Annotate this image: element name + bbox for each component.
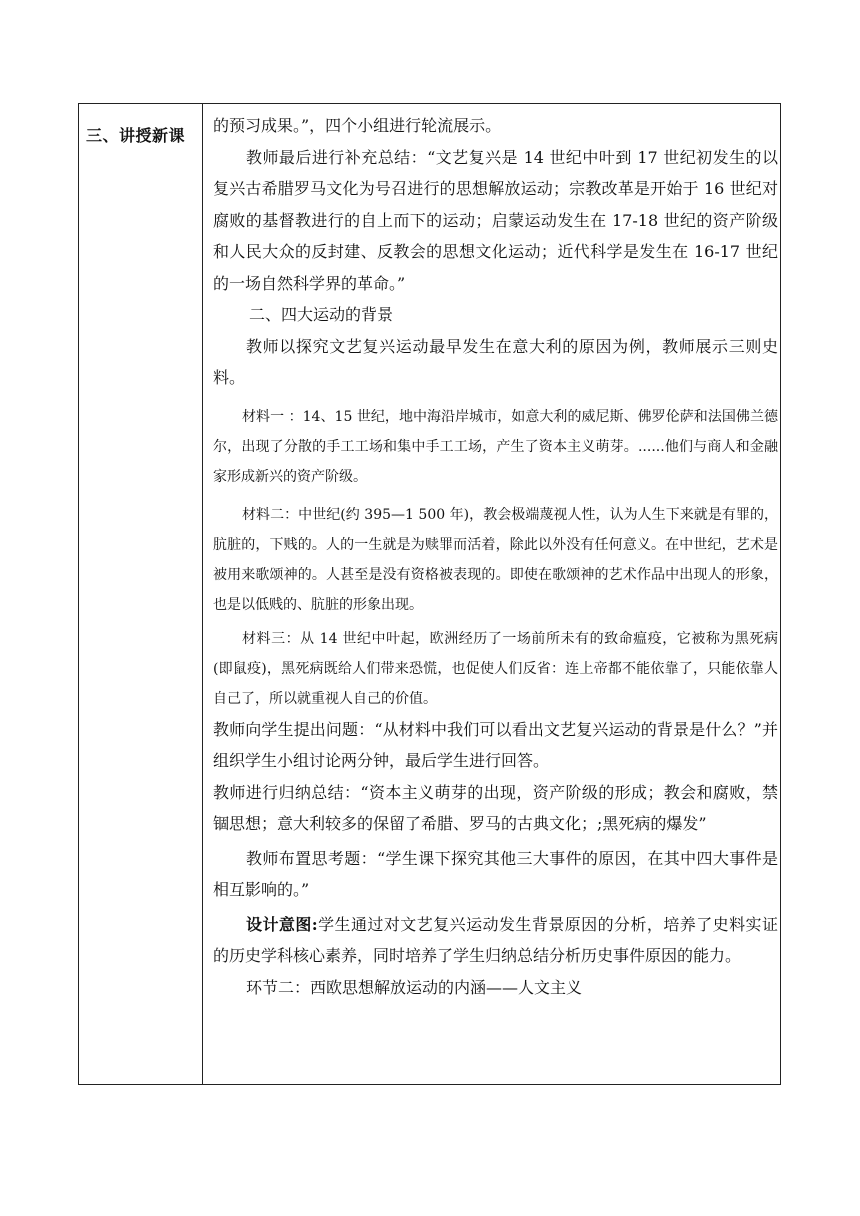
material-two: 材料二：中世纪(约 395—1 500 年)，教会极端蔑视人性，认为人生下来就是有罪的，肮脏的，下贱的。人的一生就是为赎罪而活着，除此以外没有任何意义。在中世纪，艺术是被用来歌颂神的。人甚至是没有资格被表现的。即使在歌颂神的艺术作品中出现人的形象，也是以低贱的、肮脏的形象出现。	[213, 506, 778, 613]
paragraph-presentation: 的预习成果。”，四个小组进行轮流展示。	[213, 116, 502, 135]
section-label: 三、讲授新课	[86, 126, 186, 145]
column-divider	[202, 104, 203, 1084]
lesson-plan-table	[78, 103, 781, 1085]
material-three: 材料三：从 14 世纪中叶起，欧洲经历了一场前所未有的致命瘟疫，它被称为黑死病(即鼠疫)，黑死病既给人们带来恐慌，也促使人们反省：连上帝都不能依靠了，只能依靠人自己了，所以就重视人自己的价值。	[213, 630, 778, 707]
paragraph-design-intent	[213, 909, 778, 972]
subheading-background: 二、四大运动的背景	[249, 305, 394, 324]
material-one: 材料一 ：14、15 世纪，地中海沿岸城市，如意大利的威尼斯、佛罗伦萨和法国佛兰德尔，出现了分散的手工工场和集中手工工场，产生了资本主义萌芽。......他们与商人和金融家形成新兴的资产阶级。	[213, 408, 778, 485]
paragraph-section-two: 环节二：西欧思想解放运动的内涵——人文主义	[246, 977, 583, 997]
paragraph-homework: 教师布置思考题：“学生课下探究其他三大事件的原因，在其中四大事件是相互影响的。”	[213, 848, 778, 899]
paragraph-sources-intro: 教师以探究文艺复兴运动最早发生在意大利的原因为例，教师展示三则史料。	[213, 336, 778, 387]
paragraph-teacher-summary: 教师最后进行补充总结：“文艺复兴是 14 世纪中叶到 17 世纪初发生的以复兴古希腊罗马文化为号召进行的思想解放运动；宗教改革是开始于 16 世纪对腐败的基督教进行的自上而下的运动；启蒙运动发生在 17-18 世纪的资产阶级和人民大众的反封建、反教会的思想文化运动；近代科学是发生在 16-17 世纪的一场自然科学界的革命。”	[213, 147, 778, 293]
lesson-content	[213, 110, 778, 1003]
paragraph-question: 教师向学生提出问题：“从材料中我们可以看出文艺复兴运动的背景是什么？”并组织学生小组讨论两分钟，最后学生进行回答。	[213, 719, 778, 770]
design-intent-text: 学生通过对文艺复兴运动发生背景原因的分析，培养了史料实证的历史学科核心素养，同时培养了学生归纳总结分析历史事件原因的能力。	[213, 914, 778, 965]
paragraph-conclusion: 教师进行归纳总结：“资本主义萌芽的出现，资产阶级的形成；教会和腐败，禁锢思想；意大利较多的保留了希腊、罗马的古典文化；;黑死病的爆发”	[213, 782, 778, 833]
design-intent-label: 设计意图:	[246, 914, 318, 934]
